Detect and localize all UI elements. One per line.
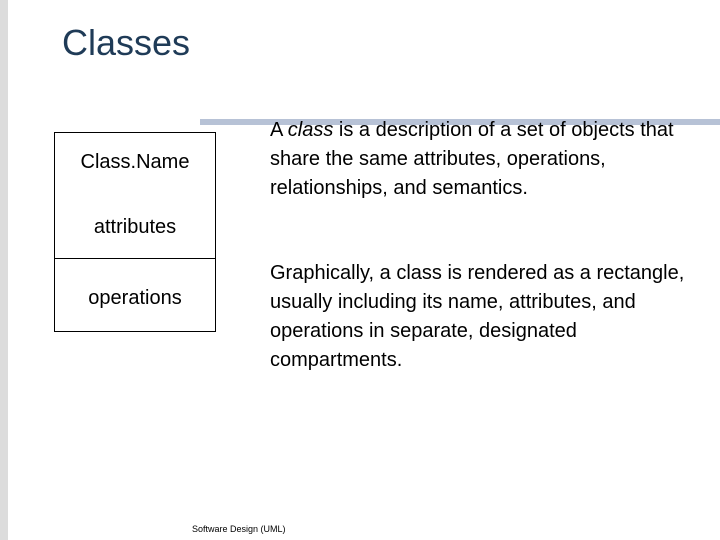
uml-operations-label: operations [88, 287, 182, 309]
paragraph-1-prefix: A [270, 119, 288, 141]
uml-class-diagram [54, 132, 216, 332]
footer-text: Software Design (UML) [192, 524, 286, 534]
uml-name-compartment [55, 133, 215, 259]
side-strip [0, 0, 8, 540]
class-rendering-paragraph: Graphically, a class is rendered as a rectangle, usually including its name, attributes, and operations in separate, designated compartments. [270, 262, 685, 371]
uml-attributes-label: attributes [93, 216, 177, 238]
paragraph-1-suffix: is a description of a set of objects that share the same attributes, operations, relationships, and semantics. [270, 119, 674, 199]
class-definition-paragraph [270, 116, 690, 203]
paragraph-1-emphasis: class [287, 119, 334, 141]
slide-title: Classes [62, 22, 191, 63]
uml-class-name: Class.Name [80, 151, 190, 173]
